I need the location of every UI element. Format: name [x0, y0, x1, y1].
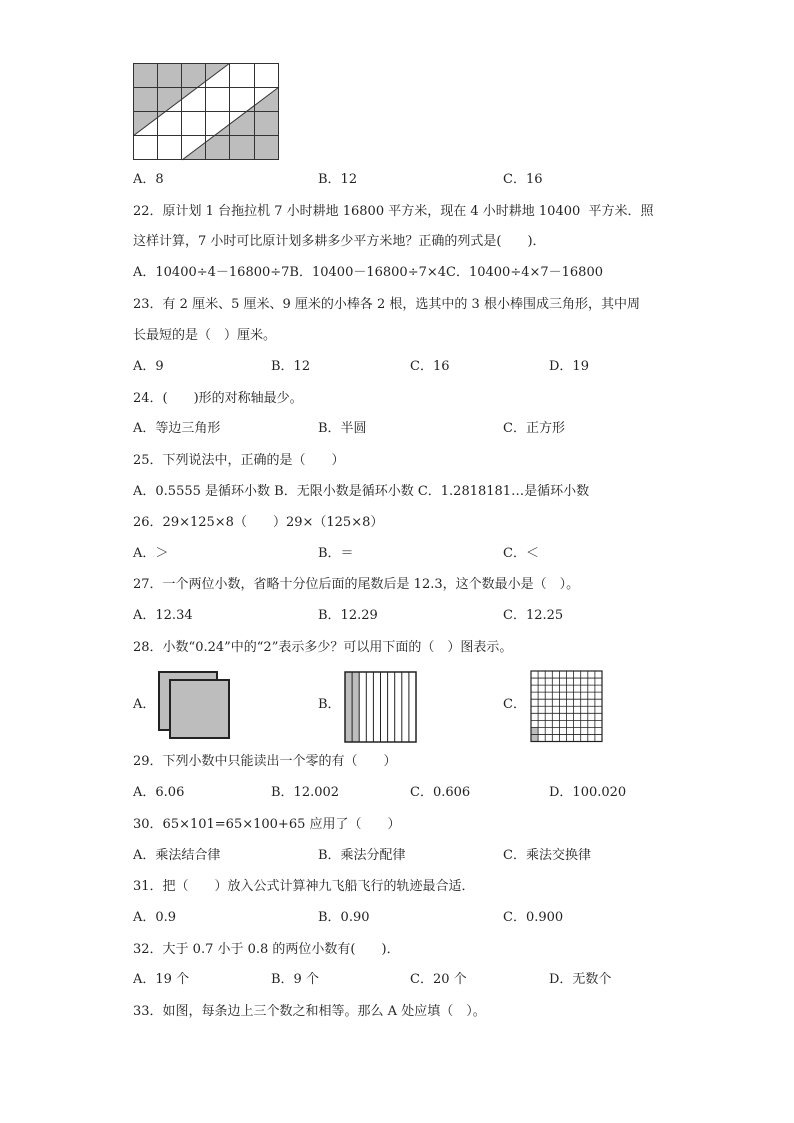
q22-stem-line2: 这样计算，7 小时可比原计划多耕多少平方米地？正确的列式是( )．	[133, 234, 546, 249]
q29-option-c[interactable]: C．0.606	[410, 785, 471, 800]
q28-option-c-label[interactable]: C．	[503, 697, 526, 712]
q21-option-a[interactable]: A．8	[133, 172, 164, 187]
q28-option-a-figure[interactable]	[158, 671, 232, 739]
q27-stem: 27．一个两位小数，省略十分位后面的尾数后是 12.3，这个数最小是（ ）。	[133, 577, 580, 592]
q24-option-c[interactable]: C．正方形	[503, 421, 565, 436]
q30-option-c[interactable]: C．乘法交换律	[503, 848, 591, 863]
q26-option-b[interactable]: B．＝	[318, 546, 354, 561]
q33-stem: 33．如图，每条边上三个数之和相等。那么 A 处应填（ ）。	[133, 1004, 486, 1019]
q29-stem: 29．下列小数中只能读出一个零的有（ ）	[133, 754, 397, 769]
q32-option-a[interactable]: A．19 个	[133, 972, 190, 987]
q30-stem: 30．65×101=65×100+65 应用了（ ）	[133, 817, 401, 832]
q23-option-c[interactable]: C．16	[410, 359, 450, 374]
q28-option-b-label[interactable]: B．	[318, 697, 341, 712]
q27-option-b[interactable]: B．12.29	[318, 608, 378, 623]
q29-option-a[interactable]: A．6.06	[133, 785, 185, 800]
q29-option-d[interactable]: D．100.020	[549, 785, 627, 800]
q28-option-c-figure[interactable]	[530, 670, 604, 743]
q22-options[interactable]: A．10400÷4－16800÷7B．10400－16800÷7×4C．10400÷4×7－16800	[133, 265, 603, 280]
q24-stem: 24．( )形的对称轴最少。	[133, 391, 303, 406]
q31-option-a[interactable]: A．0.9	[133, 910, 177, 925]
q21-option-b[interactable]: B．12	[318, 172, 358, 187]
q31-stem: 31．把（ ）放入公式计算神九飞船飞行的轨迹最合适．	[133, 879, 475, 894]
q23-stem-line2: 长最短的是（ ）厘米。	[133, 328, 277, 343]
q28-option-a-label[interactable]: A．	[133, 697, 156, 712]
q21-option-c[interactable]: C．16	[503, 172, 543, 187]
q32-stem: 32．大于 0.7 小于 0.8 的两位小数有( )．	[133, 942, 400, 957]
q32-option-c[interactable]: C．20 个	[410, 972, 467, 987]
q26-option-c[interactable]: C．＜	[503, 546, 539, 561]
q26-option-a[interactable]: A．＞	[133, 546, 169, 561]
q25-options[interactable]: A．0.5555 是循环小数 B．无限小数是循环小数 C．1.2818181…是循环小数	[133, 484, 590, 499]
q24-option-b[interactable]: B．半圆	[318, 421, 367, 436]
q27-option-c[interactable]: C．12.25	[503, 608, 564, 623]
q24-option-a[interactable]: A．等边三角形	[133, 421, 221, 436]
q25-stem: 25．下列说法中，正确的是（ ）	[133, 453, 345, 468]
q23-option-b[interactable]: B．12	[271, 359, 311, 374]
q28-option-b-figure[interactable]	[344, 671, 418, 743]
q23-option-a[interactable]: A．9	[133, 359, 164, 374]
q30-option-a[interactable]: A．乘法结合律	[133, 848, 221, 863]
q22-stem-line1: 22．原计划 1 台拖拉机 7 小时耕地 16800 平方米，现在 4 小时耕地 10400 平方米．照	[133, 204, 654, 219]
q23-stem-line1: 23．有 2 厘米、5 厘米、9 厘米的小棒各 2 根，选其中的 3 根小棒围成三角形，其中周	[133, 297, 640, 312]
q27-option-a[interactable]: A．12.34	[133, 608, 193, 623]
q32-option-b[interactable]: B．9 个	[271, 972, 319, 987]
q30-option-b[interactable]: B．乘法分配律	[318, 848, 406, 863]
q23-option-d[interactable]: D．19	[549, 359, 589, 374]
q32-option-d[interactable]: D．无数个	[549, 972, 612, 987]
q29-option-b[interactable]: B．12.002	[271, 785, 340, 800]
q31-option-c[interactable]: C．0.900	[503, 910, 564, 925]
q21-grid-figure	[133, 63, 280, 161]
q28-stem: 28．小数“0.24”中的“2”表示多少？可以用下面的（ ）图表示。	[133, 640, 513, 655]
q31-option-b[interactable]: B．0.90	[318, 910, 370, 925]
q26-stem: 26．29×125×8（ ）29×（125×8）	[133, 515, 384, 530]
